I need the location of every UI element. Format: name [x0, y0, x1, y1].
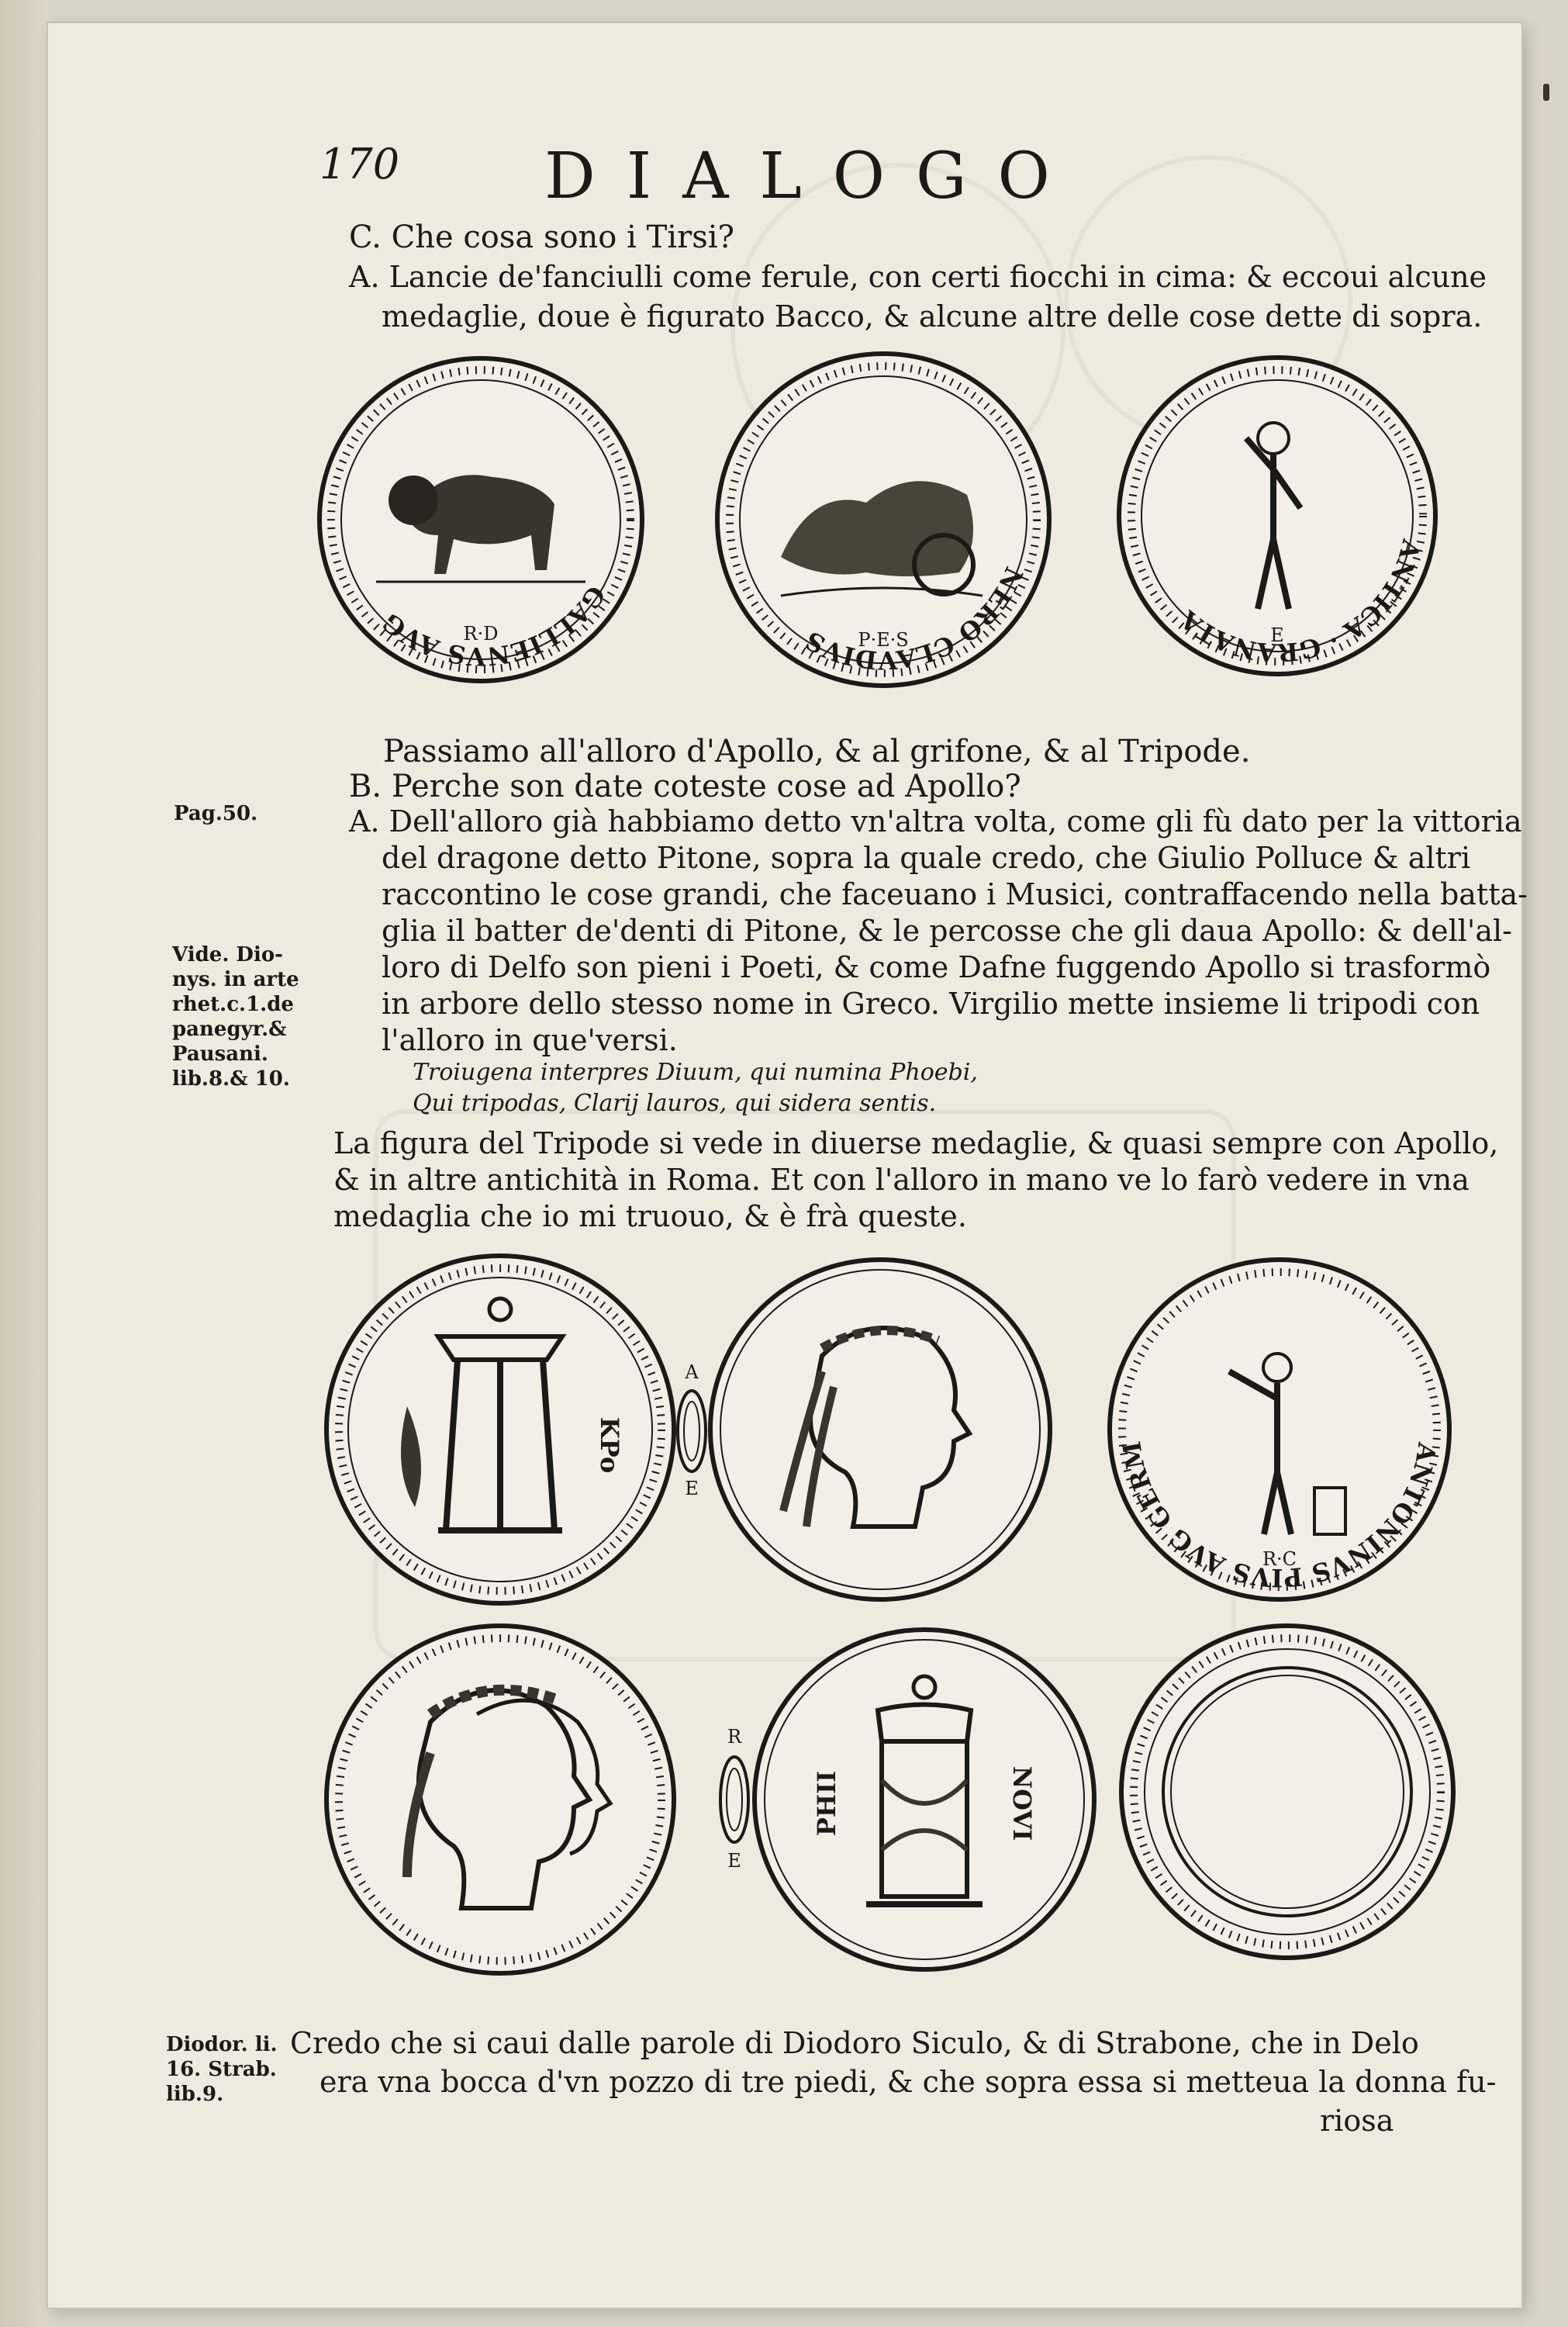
running-title: DIALOGO — [544, 140, 1081, 213]
text-line-8: raccontino le cose grandi, che faceuano i Musici, contraffacendo nella batta- — [382, 877, 1528, 911]
text-line-17: era vna bocca d'vn pozzo di tre piedi, & che sopra essa si metteua la donna fu- — [319, 2065, 1497, 2099]
margin-note-dionys-3: rhet.c.1.de — [172, 993, 294, 1016]
margin-note-dionys-5: Pausani. — [172, 1042, 268, 1066]
book-page — [48, 23, 1528, 2308]
margin-note-pag50: Pag.50. — [174, 802, 258, 825]
margin-note-dionys-2: nys. in arte — [172, 968, 299, 991]
coin-legend-antoninus: ANTONINVS PIVS AVG GERM — [1117, 1439, 1442, 1593]
coin-tripod-kpo — [322, 1251, 679, 1608]
margin-note-dionys-1: Vide. Dio- — [172, 943, 283, 966]
text-line-14: & in altre antichità in Roma. Et con l'alloro in mano ve lo farò vedere in vna — [333, 1163, 1470, 1197]
medal-letter-e2: E — [727, 1850, 741, 1872]
text-line-6: A. Dell'alloro già habbiamo detto vn'altra volta, come gli fù dato per la vittoria — [349, 804, 1522, 838]
text-line-11: in arbore dello stesso nome in Greco. Virgilio mette insieme li tripodi con — [382, 987, 1480, 1021]
text-line-5: B. Perche son date coteste cose ad Apollo? — [349, 769, 1021, 804]
margin-note-diodor-3: lib.9. — [166, 2083, 224, 2106]
coin-legend-nero: NERO CLAVDIVS — [800, 562, 1029, 676]
coin-tripod-phii — [750, 1625, 1099, 1974]
coin-exergue-pes: P·E·S — [858, 629, 909, 651]
coin-legend-novi: NOVI — [1007, 1765, 1037, 1841]
medal-letter-r: R — [727, 1726, 742, 1748]
coin-apollo-head — [706, 1255, 1055, 1604]
margin-note-dionys-6: lib.8.& 10. — [172, 1067, 290, 1091]
coin-legend-granata: ANTICA · GRANATA — [1175, 536, 1427, 668]
coin-jugate-heads — [322, 1621, 679, 1978]
coin-blank — [1117, 1621, 1458, 1962]
corner-mark — [1543, 84, 1549, 101]
text-line-1: C. Che cosa sono i Tirsi? — [349, 220, 734, 255]
text-line-3: medaglie, doue è figurato Bacco, & alcune altre delle cose dette di sopra. — [382, 299, 1483, 334]
verse-line-2: Qui tripodas, Clarij lauros, qui sidera sentis. — [413, 1090, 937, 1117]
margin-note-diodor-2: 16. Strab. — [166, 2058, 277, 2081]
coin-gallienus-panther — [314, 349, 648, 690]
text-line-13: La figura del Tripode si vede in diuerse medaglie, & quasi sempre con Apollo, — [333, 1126, 1499, 1160]
page-number: 170 — [319, 140, 400, 188]
medal-edge-2 — [715, 1726, 754, 1876]
coin-legend-gallienus: GALLIENVS AVG — [376, 580, 612, 672]
text-line-9: glia il batter de'denti di Pitone, & le percosse che gli daua Apollo: & dell'al- — [382, 914, 1512, 948]
coin-exergue-e: E — [1270, 624, 1284, 646]
text-line-4: Passiamo all'alloro d'Apollo, & al grifone, & al Tripode. — [383, 734, 1251, 769]
coin-exergue-rc: R·C — [1262, 1548, 1297, 1570]
margin-note-dionys-4: panegyr.& — [172, 1018, 287, 1041]
coin-legend-phii: PHII — [812, 1770, 841, 1837]
medal-letter-e1: E — [685, 1478, 699, 1499]
coin-nero-chariot — [711, 347, 1056, 693]
margin-note-diodor-1: Diodor. li. — [166, 2033, 278, 2056]
verse-line-1: Troiugena interpres Diuum, qui numina Phoebi, — [413, 1059, 978, 1086]
scan-edge — [0, 0, 48, 2327]
text-line-10: loro di Delfo son pieni i Poeti, & come Dafne fuggendo Apollo si trasformò — [382, 950, 1491, 984]
coin-antoninus-apollo — [1105, 1255, 1454, 1604]
text-line-16: Credo che si caui dalle parole di Diodoro Siculo, & di Strabone, che in Delo — [290, 2026, 1419, 2060]
text-line-18: riosa — [1320, 2104, 1394, 2138]
coin-legend-kpo: KPo — [595, 1416, 624, 1474]
text-line-7: del dragone detto Pitone, sopra la quale credo, che Giulio Polluce & altri — [382, 841, 1471, 875]
text-line-15: medaglia che io mi truouo, & è frà queste. — [333, 1199, 967, 1233]
coin-exergue-rd: R·D — [463, 623, 499, 645]
text-line-12: l'alloro in que'versi. — [382, 1023, 678, 1057]
text-line-2: A. Lancie de'fanciulli come ferule, con certi fiocchi in cima: & eccoui alcune — [349, 260, 1487, 294]
medal-letter-a: A — [685, 1361, 699, 1383]
coin-granata-figure — [1114, 353, 1440, 679]
